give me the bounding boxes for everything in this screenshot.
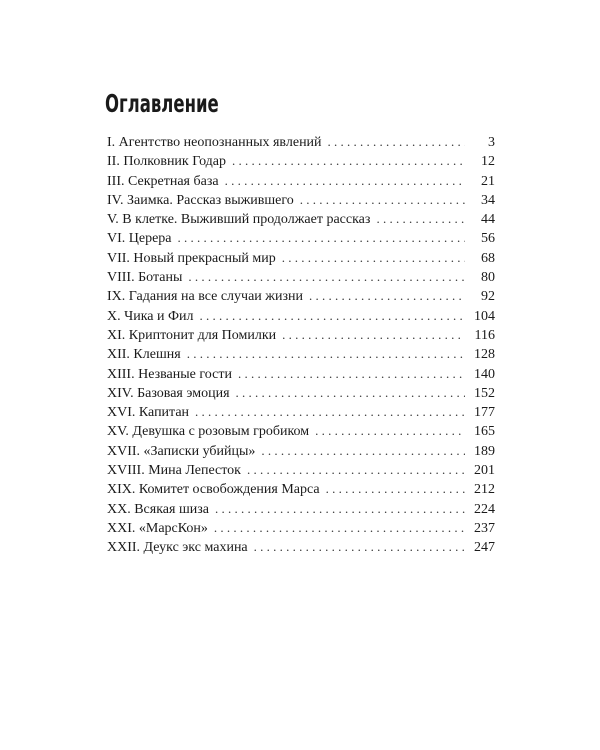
toc-entry-page-number: 189: [474, 443, 495, 459]
toc-entry-title: XXI. «МарсКон»: [107, 520, 208, 536]
toc-entry-page-number: 140: [474, 366, 495, 382]
toc-entry-page-number: 165: [474, 424, 495, 440]
toc-entry-page-number: 44: [481, 212, 495, 228]
toc-entry: [107, 267, 495, 286]
toc-entry-page-number: 21: [481, 173, 495, 189]
dot-leader: [188, 267, 465, 286]
toc-entry-page-number: 128: [474, 347, 495, 363]
dot-leader: [236, 383, 465, 402]
toc-entry-page-number: 237: [474, 520, 495, 536]
toc-entry-title: VII. Новый прекрасный мир: [107, 250, 276, 266]
toc-entry-page-number: 12: [481, 154, 495, 170]
dot-leader: [300, 190, 465, 209]
dot-leader: [328, 132, 465, 151]
toc-entry-page-number: 152: [474, 385, 495, 401]
toc-entry-page-number: 68: [481, 250, 495, 266]
toc-entry: [107, 499, 495, 518]
dot-leader: [195, 402, 465, 421]
dot-leader: [309, 286, 465, 305]
table-of-contents: [107, 132, 495, 557]
toc-entry-page-number: 104: [474, 308, 495, 324]
toc-entry-title: XVI. Капитан: [107, 405, 190, 421]
toc-entry-title: XII. Клешня: [107, 347, 181, 363]
toc-entry: [107, 421, 495, 440]
dot-leader: [232, 151, 465, 170]
toc-entry-page-number: 201: [474, 463, 495, 479]
toc-entry-page-number: 116: [474, 327, 495, 343]
dot-leader: [238, 364, 465, 383]
toc-entry: [107, 248, 495, 267]
dot-leader: [247, 460, 465, 479]
toc-entry-title: III. Секретная база: [107, 173, 219, 189]
toc-entry-title: VI. Церера: [107, 231, 172, 247]
dot-leader: [178, 228, 465, 247]
toc-entry-page-number: 212: [474, 482, 495, 498]
toc-entry-title: XIV. Базовая эмоция: [107, 385, 230, 401]
toc-entry-title: XVII. «Записки убийцы»: [107, 443, 256, 459]
toc-entry: [107, 441, 495, 460]
toc-entry-title: IX. Гадания на все случаи жизни: [107, 289, 303, 305]
dot-leader: [225, 171, 465, 190]
toc-entry-title: XI. Криптонит для Помилки: [107, 327, 277, 343]
dot-leader: [214, 518, 465, 537]
toc-entry-title: IV. Заимка. Рассказ выжившего: [107, 192, 294, 208]
dot-leader: [326, 479, 465, 498]
toc-entry-page-number: 247: [474, 540, 495, 556]
dot-leader: [261, 441, 465, 460]
toc-entry: [107, 306, 495, 325]
toc-entry: [107, 286, 495, 305]
toc-entry-page-number: 80: [481, 270, 495, 286]
toc-entry-page-number: 3: [488, 135, 495, 150]
dot-leader: [187, 344, 465, 363]
toc-entry-page-number: 56: [481, 231, 495, 247]
toc-entry: [107, 325, 495, 344]
toc-entry: [107, 151, 495, 170]
dot-leader: [282, 248, 465, 267]
toc-entry-title: XXII. Деукс экс махина: [107, 540, 248, 556]
toc-entry-page-number: 224: [474, 501, 495, 517]
toc-entry: [107, 460, 495, 479]
toc-entry-title: XV. Девушка с розовым гробиком: [107, 424, 310, 440]
toc-entry: [107, 171, 495, 190]
dot-leader: [215, 499, 465, 518]
toc-entry: [107, 209, 495, 228]
toc-entry-page-number: 177: [474, 405, 495, 421]
dot-leader: [254, 537, 465, 556]
toc-entry: [107, 132, 495, 151]
toc-entry: [107, 537, 495, 556]
dot-leader: [376, 209, 465, 228]
toc-entry: [107, 228, 495, 247]
toc-entry-title: XX. Всякая шиза: [107, 501, 209, 517]
dot-leader: [200, 306, 465, 325]
toc-entry-title: V. В клетке. Выживший продолжает рассказ: [107, 212, 371, 228]
toc-entry-title: VIII. Ботаны: [107, 270, 183, 286]
page-title: Оглавление: [105, 89, 219, 118]
toc-entry-title: XIII. Незваные гости: [107, 366, 232, 382]
toc-entry-page-number: 34: [481, 192, 495, 208]
dot-leader: [315, 421, 465, 440]
toc-entry-title: I. Агентство неопознанных явлений: [107, 135, 322, 150]
toc-entry: [107, 344, 495, 363]
toc-entry: [107, 383, 495, 402]
toc-entry: [107, 402, 495, 421]
toc-entry: [107, 364, 495, 383]
toc-entry-title: XIX. Комитет освобождения Марса: [107, 482, 320, 498]
toc-entry: [107, 479, 495, 498]
toc-entry-title: X. Чика и Фил: [107, 308, 194, 324]
toc-entry: [107, 190, 495, 209]
toc-entry-page-number: 92: [481, 289, 495, 305]
toc-entry-title: XVIII. Мина Лепесток: [107, 463, 241, 479]
toc-entry: [107, 518, 495, 537]
toc-entry-title: II. Полковник Годар: [107, 154, 227, 170]
dot-leader: [282, 325, 465, 344]
